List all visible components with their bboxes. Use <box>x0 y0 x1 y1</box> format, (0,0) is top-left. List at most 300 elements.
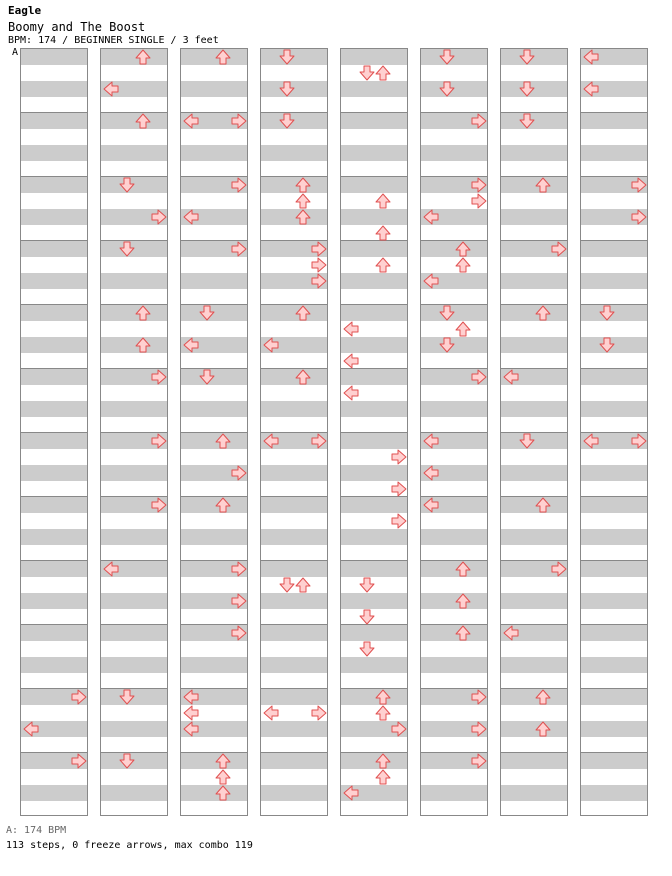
measure-line <box>341 304 407 305</box>
up-arrow-icon <box>535 305 551 321</box>
right-arrow-icon <box>151 209 167 225</box>
right-arrow-icon <box>631 209 647 225</box>
measure-line <box>421 560 487 561</box>
beat-band <box>181 145 247 161</box>
right-arrow-icon <box>551 561 567 577</box>
measure-line <box>341 432 407 433</box>
measure-line <box>581 752 647 753</box>
beat-band <box>581 721 647 737</box>
beat-band <box>501 305 567 321</box>
measure-line <box>21 304 87 305</box>
measure-line <box>101 624 167 625</box>
beat-band <box>101 657 167 673</box>
measure-line <box>421 624 487 625</box>
beat-band <box>21 593 87 609</box>
beat-band <box>21 465 87 481</box>
left-arrow-icon <box>423 497 439 513</box>
up-arrow-icon <box>215 49 231 65</box>
left-arrow-icon <box>103 561 119 577</box>
beat-band <box>341 337 407 353</box>
beat-band <box>341 497 407 513</box>
beat-band <box>581 785 647 801</box>
measure-line <box>581 688 647 689</box>
beat-band <box>181 497 247 513</box>
up-arrow-icon <box>215 785 231 801</box>
step-column <box>580 48 648 816</box>
measure-line <box>501 304 567 305</box>
measure-line <box>341 560 407 561</box>
beat-band <box>101 401 167 417</box>
up-arrow-icon <box>535 177 551 193</box>
up-arrow-icon <box>135 305 151 321</box>
right-arrow-icon <box>471 193 487 209</box>
beat-band <box>341 273 407 289</box>
beat-band <box>421 785 487 801</box>
beat-band <box>341 49 407 65</box>
up-arrow-icon <box>135 49 151 65</box>
right-arrow-icon <box>231 561 247 577</box>
right-arrow-icon <box>631 433 647 449</box>
up-arrow-icon <box>455 241 471 257</box>
left-arrow-icon <box>183 209 199 225</box>
beat-band <box>261 721 327 737</box>
measure-line <box>21 368 87 369</box>
beat-band <box>501 145 567 161</box>
beat-band <box>581 625 647 641</box>
up-arrow-icon <box>135 113 151 129</box>
measure-line <box>501 496 567 497</box>
down-arrow-icon <box>119 241 135 257</box>
beat-band <box>21 337 87 353</box>
up-arrow-icon <box>455 561 471 577</box>
up-arrow-icon <box>215 497 231 513</box>
beat-band <box>21 369 87 385</box>
right-arrow-icon <box>391 721 407 737</box>
up-arrow-icon <box>535 689 551 705</box>
measure-line <box>261 304 327 305</box>
left-arrow-icon <box>503 369 519 385</box>
measure-line <box>341 240 407 241</box>
right-arrow-icon <box>231 625 247 641</box>
beat-band <box>581 497 647 513</box>
measure-line <box>181 432 247 433</box>
up-arrow-icon <box>295 177 311 193</box>
right-arrow-icon <box>151 433 167 449</box>
down-arrow-icon <box>359 65 375 81</box>
beat-band <box>501 209 567 225</box>
beat-band <box>501 273 567 289</box>
beat-band <box>261 401 327 417</box>
beat-band <box>181 81 247 97</box>
up-arrow-icon <box>455 257 471 273</box>
up-arrow-icon <box>295 209 311 225</box>
measure-line <box>21 560 87 561</box>
beat-band <box>501 337 567 353</box>
left-arrow-icon <box>183 721 199 737</box>
right-arrow-icon <box>631 177 647 193</box>
left-arrow-icon <box>583 49 599 65</box>
down-arrow-icon <box>439 337 455 353</box>
beat-band <box>261 465 327 481</box>
beat-band <box>21 497 87 513</box>
beat-band <box>501 657 567 673</box>
beat-band <box>581 273 647 289</box>
down-arrow-icon <box>439 49 455 65</box>
left-arrow-icon <box>263 337 279 353</box>
up-arrow-icon <box>135 337 151 353</box>
left-arrow-icon <box>423 465 439 481</box>
right-arrow-icon <box>71 689 87 705</box>
up-arrow-icon <box>455 593 471 609</box>
right-arrow-icon <box>311 705 327 721</box>
beat-band <box>341 177 407 193</box>
left-arrow-icon <box>23 721 39 737</box>
measure-line <box>101 112 167 113</box>
right-arrow-icon <box>231 465 247 481</box>
measure-line <box>261 752 327 753</box>
left-arrow-icon <box>263 433 279 449</box>
beat-band <box>341 625 407 641</box>
beat-band <box>581 145 647 161</box>
beat-band <box>341 593 407 609</box>
down-arrow-icon <box>279 81 295 97</box>
beat-band <box>261 753 327 769</box>
measure-line <box>341 176 407 177</box>
beat-band <box>341 401 407 417</box>
up-arrow-icon <box>375 753 391 769</box>
measure-line <box>21 112 87 113</box>
beat-band <box>181 433 247 449</box>
beat-band <box>501 593 567 609</box>
right-arrow-icon <box>471 753 487 769</box>
beat-band <box>261 529 327 545</box>
left-arrow-icon <box>263 705 279 721</box>
measure-line <box>341 112 407 113</box>
beat-band <box>341 465 407 481</box>
beat-band <box>341 113 407 129</box>
beat-band <box>21 401 87 417</box>
beat-band <box>421 657 487 673</box>
beat-band <box>101 305 167 321</box>
bpm-note: A: 174 BPM <box>6 825 67 836</box>
beat-band <box>261 657 327 673</box>
beat-band <box>21 273 87 289</box>
right-arrow-icon <box>391 449 407 465</box>
beat-band <box>101 113 167 129</box>
beat-band <box>21 433 87 449</box>
measure-line <box>261 496 327 497</box>
measure-line <box>581 496 647 497</box>
left-arrow-icon <box>183 689 199 705</box>
down-arrow-icon <box>359 577 375 593</box>
beat-band <box>581 465 647 481</box>
measure-line <box>581 240 647 241</box>
up-arrow-icon <box>295 369 311 385</box>
beat-band <box>261 145 327 161</box>
step-column <box>500 48 568 816</box>
down-arrow-icon <box>439 305 455 321</box>
beat-band <box>501 721 567 737</box>
beat-band <box>581 657 647 673</box>
step-column <box>340 48 408 816</box>
beat-band <box>581 113 647 129</box>
beat-band <box>421 401 487 417</box>
left-arrow-icon <box>343 785 359 801</box>
left-arrow-icon <box>343 385 359 401</box>
beat-band <box>261 497 327 513</box>
left-arrow-icon <box>503 625 519 641</box>
beat-band <box>581 561 647 577</box>
measure-line <box>21 176 87 177</box>
down-arrow-icon <box>519 433 535 449</box>
right-arrow-icon <box>551 241 567 257</box>
right-arrow-icon <box>391 481 407 497</box>
measure-line <box>341 688 407 689</box>
up-arrow-icon <box>375 193 391 209</box>
beat-band <box>421 593 487 609</box>
down-arrow-icon <box>359 609 375 625</box>
beat-band <box>181 49 247 65</box>
beat-band <box>181 273 247 289</box>
beat-band <box>21 785 87 801</box>
left-arrow-icon <box>183 705 199 721</box>
beat-band <box>581 593 647 609</box>
beat-band <box>21 657 87 673</box>
beat-band <box>21 241 87 257</box>
beat-band <box>261 305 327 321</box>
beat-band <box>21 529 87 545</box>
beat-band <box>341 433 407 449</box>
beat-band <box>21 209 87 225</box>
right-arrow-icon <box>471 369 487 385</box>
beat-band <box>581 241 647 257</box>
measure-line <box>261 368 327 369</box>
beat-band <box>341 81 407 97</box>
measure-line <box>181 752 247 753</box>
beat-band <box>21 49 87 65</box>
beat-band <box>581 689 647 705</box>
up-arrow-icon <box>215 753 231 769</box>
beat-band <box>501 753 567 769</box>
right-arrow-icon <box>391 513 407 529</box>
beat-band <box>341 529 407 545</box>
measure-line <box>581 368 647 369</box>
right-arrow-icon <box>151 497 167 513</box>
measure-line <box>581 560 647 561</box>
up-arrow-icon <box>375 689 391 705</box>
step-column <box>260 48 328 816</box>
right-arrow-icon <box>311 241 327 257</box>
beat-band <box>341 305 407 321</box>
beat-band <box>21 305 87 321</box>
down-arrow-icon <box>359 641 375 657</box>
measure-line <box>501 176 567 177</box>
up-arrow-icon <box>375 65 391 81</box>
beat-band <box>421 529 487 545</box>
artist-name: Eagle <box>8 4 42 17</box>
beat-band <box>21 145 87 161</box>
left-arrow-icon <box>343 353 359 369</box>
measure-line <box>261 176 327 177</box>
left-arrow-icon <box>583 433 599 449</box>
measure-line <box>21 624 87 625</box>
beat-band <box>101 465 167 481</box>
measure-line <box>581 112 647 113</box>
song-title: Boomy and The Boost <box>8 20 146 34</box>
left-arrow-icon <box>583 81 599 97</box>
measure-line <box>501 752 567 753</box>
beat-band <box>421 625 487 641</box>
beat-band <box>181 401 247 417</box>
right-arrow-icon <box>471 721 487 737</box>
up-arrow-icon <box>455 625 471 641</box>
beat-band <box>101 49 167 65</box>
up-arrow-icon <box>375 705 391 721</box>
measure-line <box>21 496 87 497</box>
beat-band <box>501 497 567 513</box>
down-arrow-icon <box>439 81 455 97</box>
right-arrow-icon <box>311 433 327 449</box>
measure-line <box>261 688 327 689</box>
left-arrow-icon <box>103 81 119 97</box>
down-arrow-icon <box>119 689 135 705</box>
up-arrow-icon <box>535 497 551 513</box>
beat-band <box>341 689 407 705</box>
beat-band <box>181 657 247 673</box>
chart-info: BPM: 174 / BEGINNER SINGLE / 3 feet <box>8 35 219 46</box>
down-arrow-icon <box>279 113 295 129</box>
right-arrow-icon <box>471 113 487 129</box>
left-arrow-icon <box>423 209 439 225</box>
left-arrow-icon <box>183 113 199 129</box>
beat-band <box>261 209 327 225</box>
beat-band <box>21 561 87 577</box>
measure-line <box>21 240 87 241</box>
beat-band <box>101 337 167 353</box>
beat-band <box>501 785 567 801</box>
left-arrow-icon <box>183 337 199 353</box>
beat-band <box>181 785 247 801</box>
up-arrow-icon <box>375 257 391 273</box>
up-arrow-icon <box>215 769 231 785</box>
beat-band <box>581 401 647 417</box>
beat-band <box>261 593 327 609</box>
beat-band <box>341 369 407 385</box>
beat-band <box>101 273 167 289</box>
measure-line <box>181 496 247 497</box>
left-arrow-icon <box>343 321 359 337</box>
down-arrow-icon <box>119 753 135 769</box>
beat-band <box>581 753 647 769</box>
right-arrow-icon <box>231 177 247 193</box>
up-arrow-icon <box>375 769 391 785</box>
beat-band <box>501 177 567 193</box>
beat-band <box>21 625 87 641</box>
beat-band <box>261 177 327 193</box>
measure-line <box>261 624 327 625</box>
down-arrow-icon <box>519 49 535 65</box>
beat-band <box>341 561 407 577</box>
beat-band <box>421 241 487 257</box>
beat-band <box>181 753 247 769</box>
up-arrow-icon <box>295 305 311 321</box>
up-arrow-icon <box>535 721 551 737</box>
left-arrow-icon <box>423 273 439 289</box>
right-arrow-icon <box>471 689 487 705</box>
measure-line <box>501 688 567 689</box>
beat-band <box>261 689 327 705</box>
beat-band <box>421 561 487 577</box>
beat-band <box>581 369 647 385</box>
left-arrow-icon <box>423 433 439 449</box>
right-arrow-icon <box>71 753 87 769</box>
beat-band <box>501 689 567 705</box>
down-arrow-icon <box>519 113 535 129</box>
measure-line <box>581 624 647 625</box>
beat-band <box>341 241 407 257</box>
beat-band <box>341 753 407 769</box>
right-arrow-icon <box>231 241 247 257</box>
measure-line <box>261 560 327 561</box>
up-arrow-icon <box>295 193 311 209</box>
bpm-marker: A <box>12 47 19 58</box>
measure-line <box>341 752 407 753</box>
beat-band <box>501 401 567 417</box>
measure-line <box>101 304 167 305</box>
beat-band <box>261 625 327 641</box>
beat-band <box>341 145 407 161</box>
beat-band <box>581 529 647 545</box>
beat-band <box>101 721 167 737</box>
up-arrow-icon <box>215 433 231 449</box>
beat-band <box>21 113 87 129</box>
right-arrow-icon <box>231 593 247 609</box>
beat-band <box>101 593 167 609</box>
right-arrow-icon <box>151 369 167 385</box>
right-arrow-icon <box>231 113 247 129</box>
down-arrow-icon <box>279 49 295 65</box>
right-arrow-icon <box>311 257 327 273</box>
down-arrow-icon <box>199 369 215 385</box>
beat-band <box>101 625 167 641</box>
beat-band <box>341 657 407 673</box>
beat-band <box>21 177 87 193</box>
beat-band <box>101 785 167 801</box>
beat-band <box>421 145 487 161</box>
down-arrow-icon <box>599 305 615 321</box>
step-stats: 113 steps, 0 freeze arrows, max combo 119 <box>6 840 253 851</box>
beat-band <box>101 529 167 545</box>
beat-band <box>501 529 567 545</box>
beat-band <box>21 81 87 97</box>
down-arrow-icon <box>519 81 535 97</box>
beat-band <box>341 209 407 225</box>
beat-band <box>181 529 247 545</box>
down-arrow-icon <box>119 177 135 193</box>
up-arrow-icon <box>375 225 391 241</box>
right-arrow-icon <box>311 273 327 289</box>
beat-band <box>261 561 327 577</box>
beat-band <box>101 145 167 161</box>
beat-band <box>261 369 327 385</box>
down-arrow-icon <box>279 577 295 593</box>
down-arrow-icon <box>199 305 215 321</box>
beat-band <box>261 785 327 801</box>
measure-line <box>21 432 87 433</box>
up-arrow-icon <box>295 577 311 593</box>
right-arrow-icon <box>471 177 487 193</box>
up-arrow-icon <box>455 321 471 337</box>
